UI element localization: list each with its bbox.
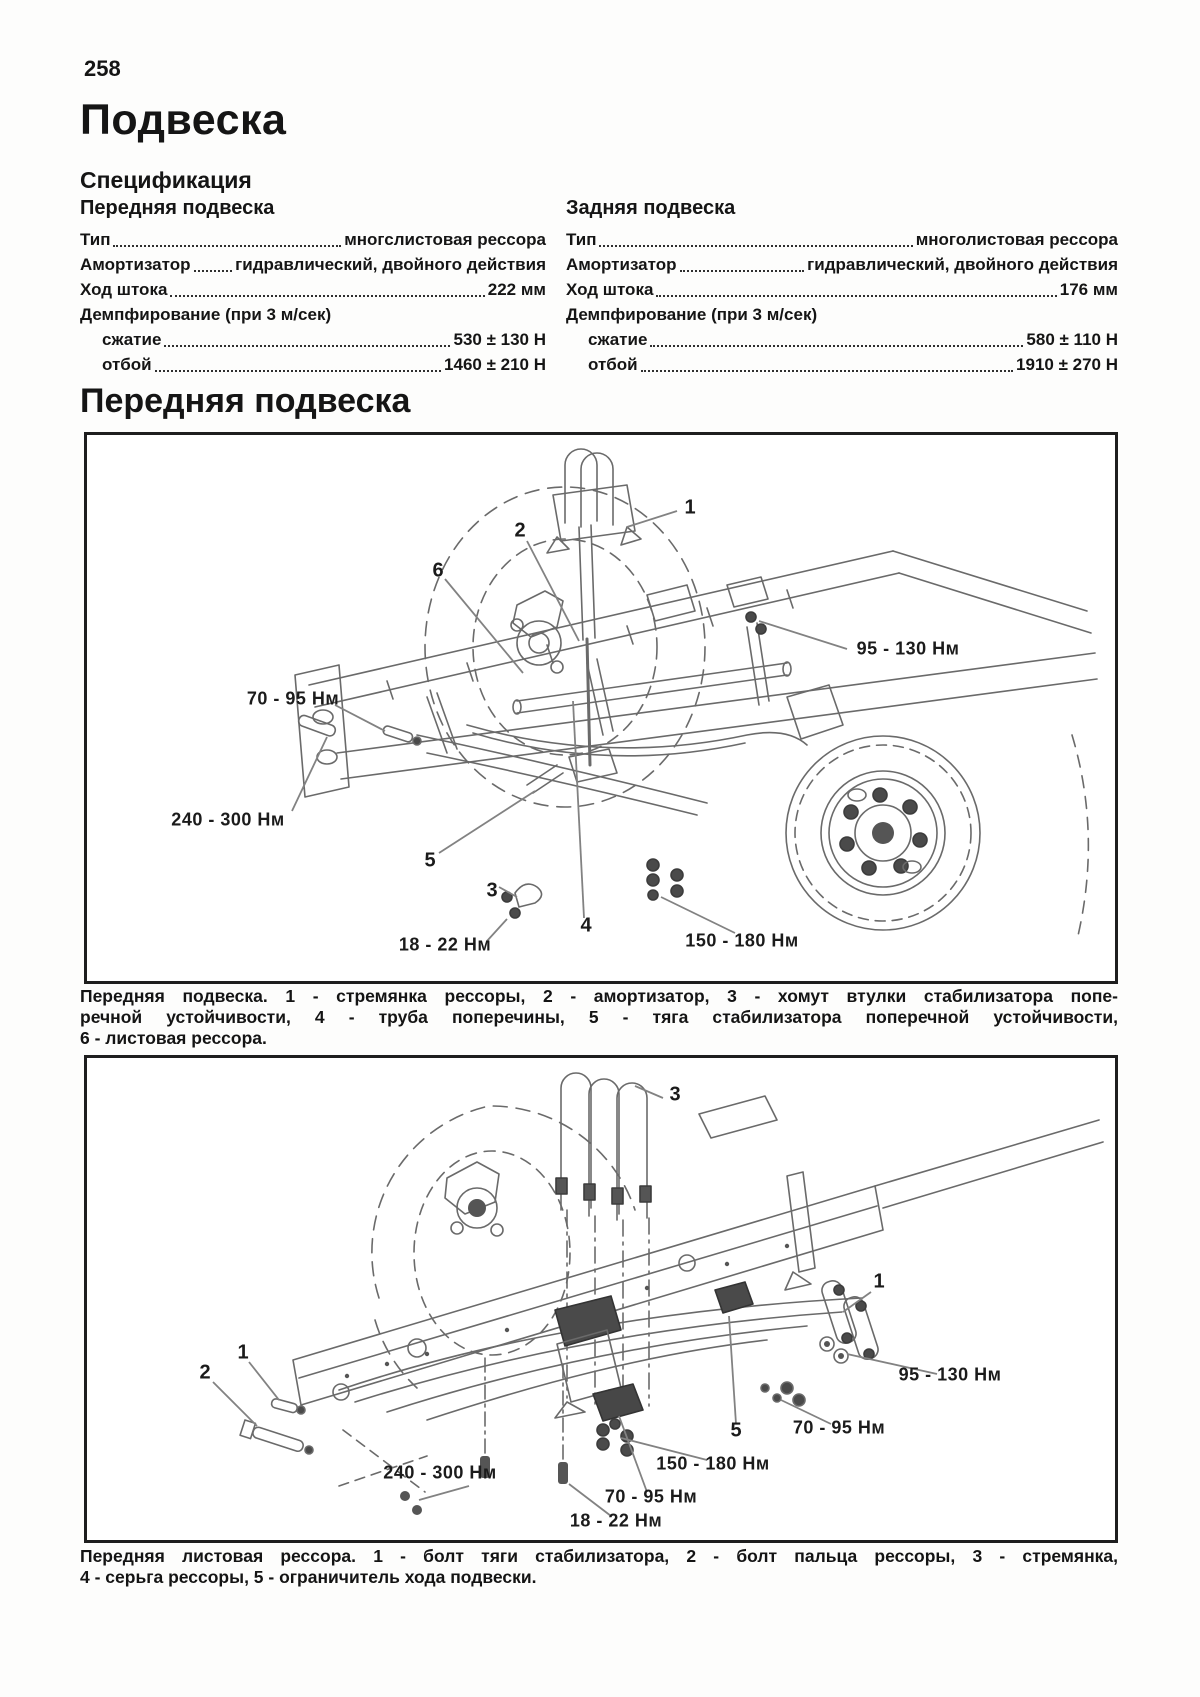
spec-row: отбой 1460 ± 210 Н [102, 355, 546, 374]
spec-row: сжатие 580 ± 110 Н [588, 330, 1118, 349]
callout-leader-lines [292, 511, 847, 941]
torque-150-180: 150 - 180 Нм [685, 930, 799, 951]
callout-1-left: 1 [237, 1341, 249, 1364]
torque-70-95-right: 70 - 95 Нм [792, 1417, 886, 1438]
page-title: Подвеска [80, 96, 287, 144]
spec-row: Амортизатор гидравлический, двойного действия [80, 255, 546, 274]
spec-column-front [80, 197, 546, 377]
callout-4: 4 [580, 914, 592, 937]
dot-leader [194, 270, 233, 272]
dot-leader [641, 370, 1013, 372]
dot-leader [113, 245, 341, 247]
spec-row: Ход штока 222 мм [80, 280, 546, 299]
callout-2: 2 [514, 519, 526, 542]
dot-leader [650, 345, 1023, 347]
torque-70-95: 70 - 95 Нм [246, 688, 340, 709]
spec-front-heading: Передняя подвеска [80, 197, 275, 219]
callout-5: 5 [424, 849, 436, 872]
dot-leader [656, 295, 1056, 297]
figure-front-leaf-spring [84, 1055, 1118, 1543]
page-number: 258 [84, 56, 121, 81]
callout-1: 1 [684, 496, 696, 519]
spec-heading: Спецификация [80, 167, 252, 193]
torque-95-130: 95 - 130 Нм [898, 1364, 1002, 1385]
torque-240-300: 240 - 300 Нм [383, 1462, 497, 1483]
callout-6: 6 [432, 559, 444, 582]
figure1-caption: Передняя подвеска. 1 - стремянка рессоры, 2 - амортизатор, 3 - хомут втулки стабилизатора попе- речной устойчивости, 4 - труба поперечины, 5 - тяга стабилизатора поперечной устойчивости, 6 - листовая рессора. [80, 986, 1118, 1048]
callout-3: 3 [669, 1083, 681, 1106]
callout-2: 2 [199, 1361, 211, 1384]
spec-row: сжатие 530 ± 130 Н [102, 330, 546, 349]
torque-18-22: 18 - 22 Нм [398, 934, 492, 955]
spec-column-rear [566, 197, 1118, 377]
figure2-caption: Передняя листовая рессора. 1 - болт тяги стабилизатора, 2 - болт пальца рессоры, 3 - стремянка, 4 - серьга рессоры, 5 - ограничитель хода подвески. [80, 1546, 1118, 1587]
dot-leader [164, 345, 450, 347]
spec-row: отбой 1910 ± 270 Н [588, 355, 1118, 374]
spec-row: Амортизатор гидравлический, двойного действия [566, 255, 1118, 274]
torque-150-180: 150 - 180 Нм [656, 1453, 770, 1474]
front-leaf-spring-drawing [87, 1058, 1115, 1540]
dot-leader [170, 295, 484, 297]
callout-leader-lines [213, 1083, 937, 1516]
spec-rear-heading: Задняя подвеска [566, 197, 736, 219]
spec-row: Ход штока 176 мм [566, 280, 1118, 299]
dot-leader [680, 270, 805, 272]
section-heading-front-suspension: Передняя подвеска [80, 382, 411, 420]
spec-row: Тип многслистовая рессора [80, 230, 546, 249]
callout-3: 3 [486, 879, 498, 902]
spec-row: Тип многолистовая рессора [566, 230, 1118, 249]
callout-5: 5 [730, 1419, 742, 1442]
dot-leader [599, 245, 912, 247]
front-suspension-drawing [87, 435, 1115, 981]
callout-1-right: 1 [873, 1270, 885, 1293]
dot-leader [155, 370, 441, 372]
torque-70-95-bottom: 70 - 95 Нм [604, 1486, 698, 1507]
torque-18-22: 18 - 22 Нм [569, 1510, 663, 1531]
torque-95-130: 95 - 130 Нм [856, 638, 960, 659]
spec-row: Демпфирование (при 3 м/сек) [566, 305, 818, 324]
figure-front-suspension [84, 432, 1118, 984]
torque-240-300: 240 - 300 Нм [171, 809, 285, 830]
spec-row: Демпфирование (при 3 м/сек) [80, 305, 332, 324]
